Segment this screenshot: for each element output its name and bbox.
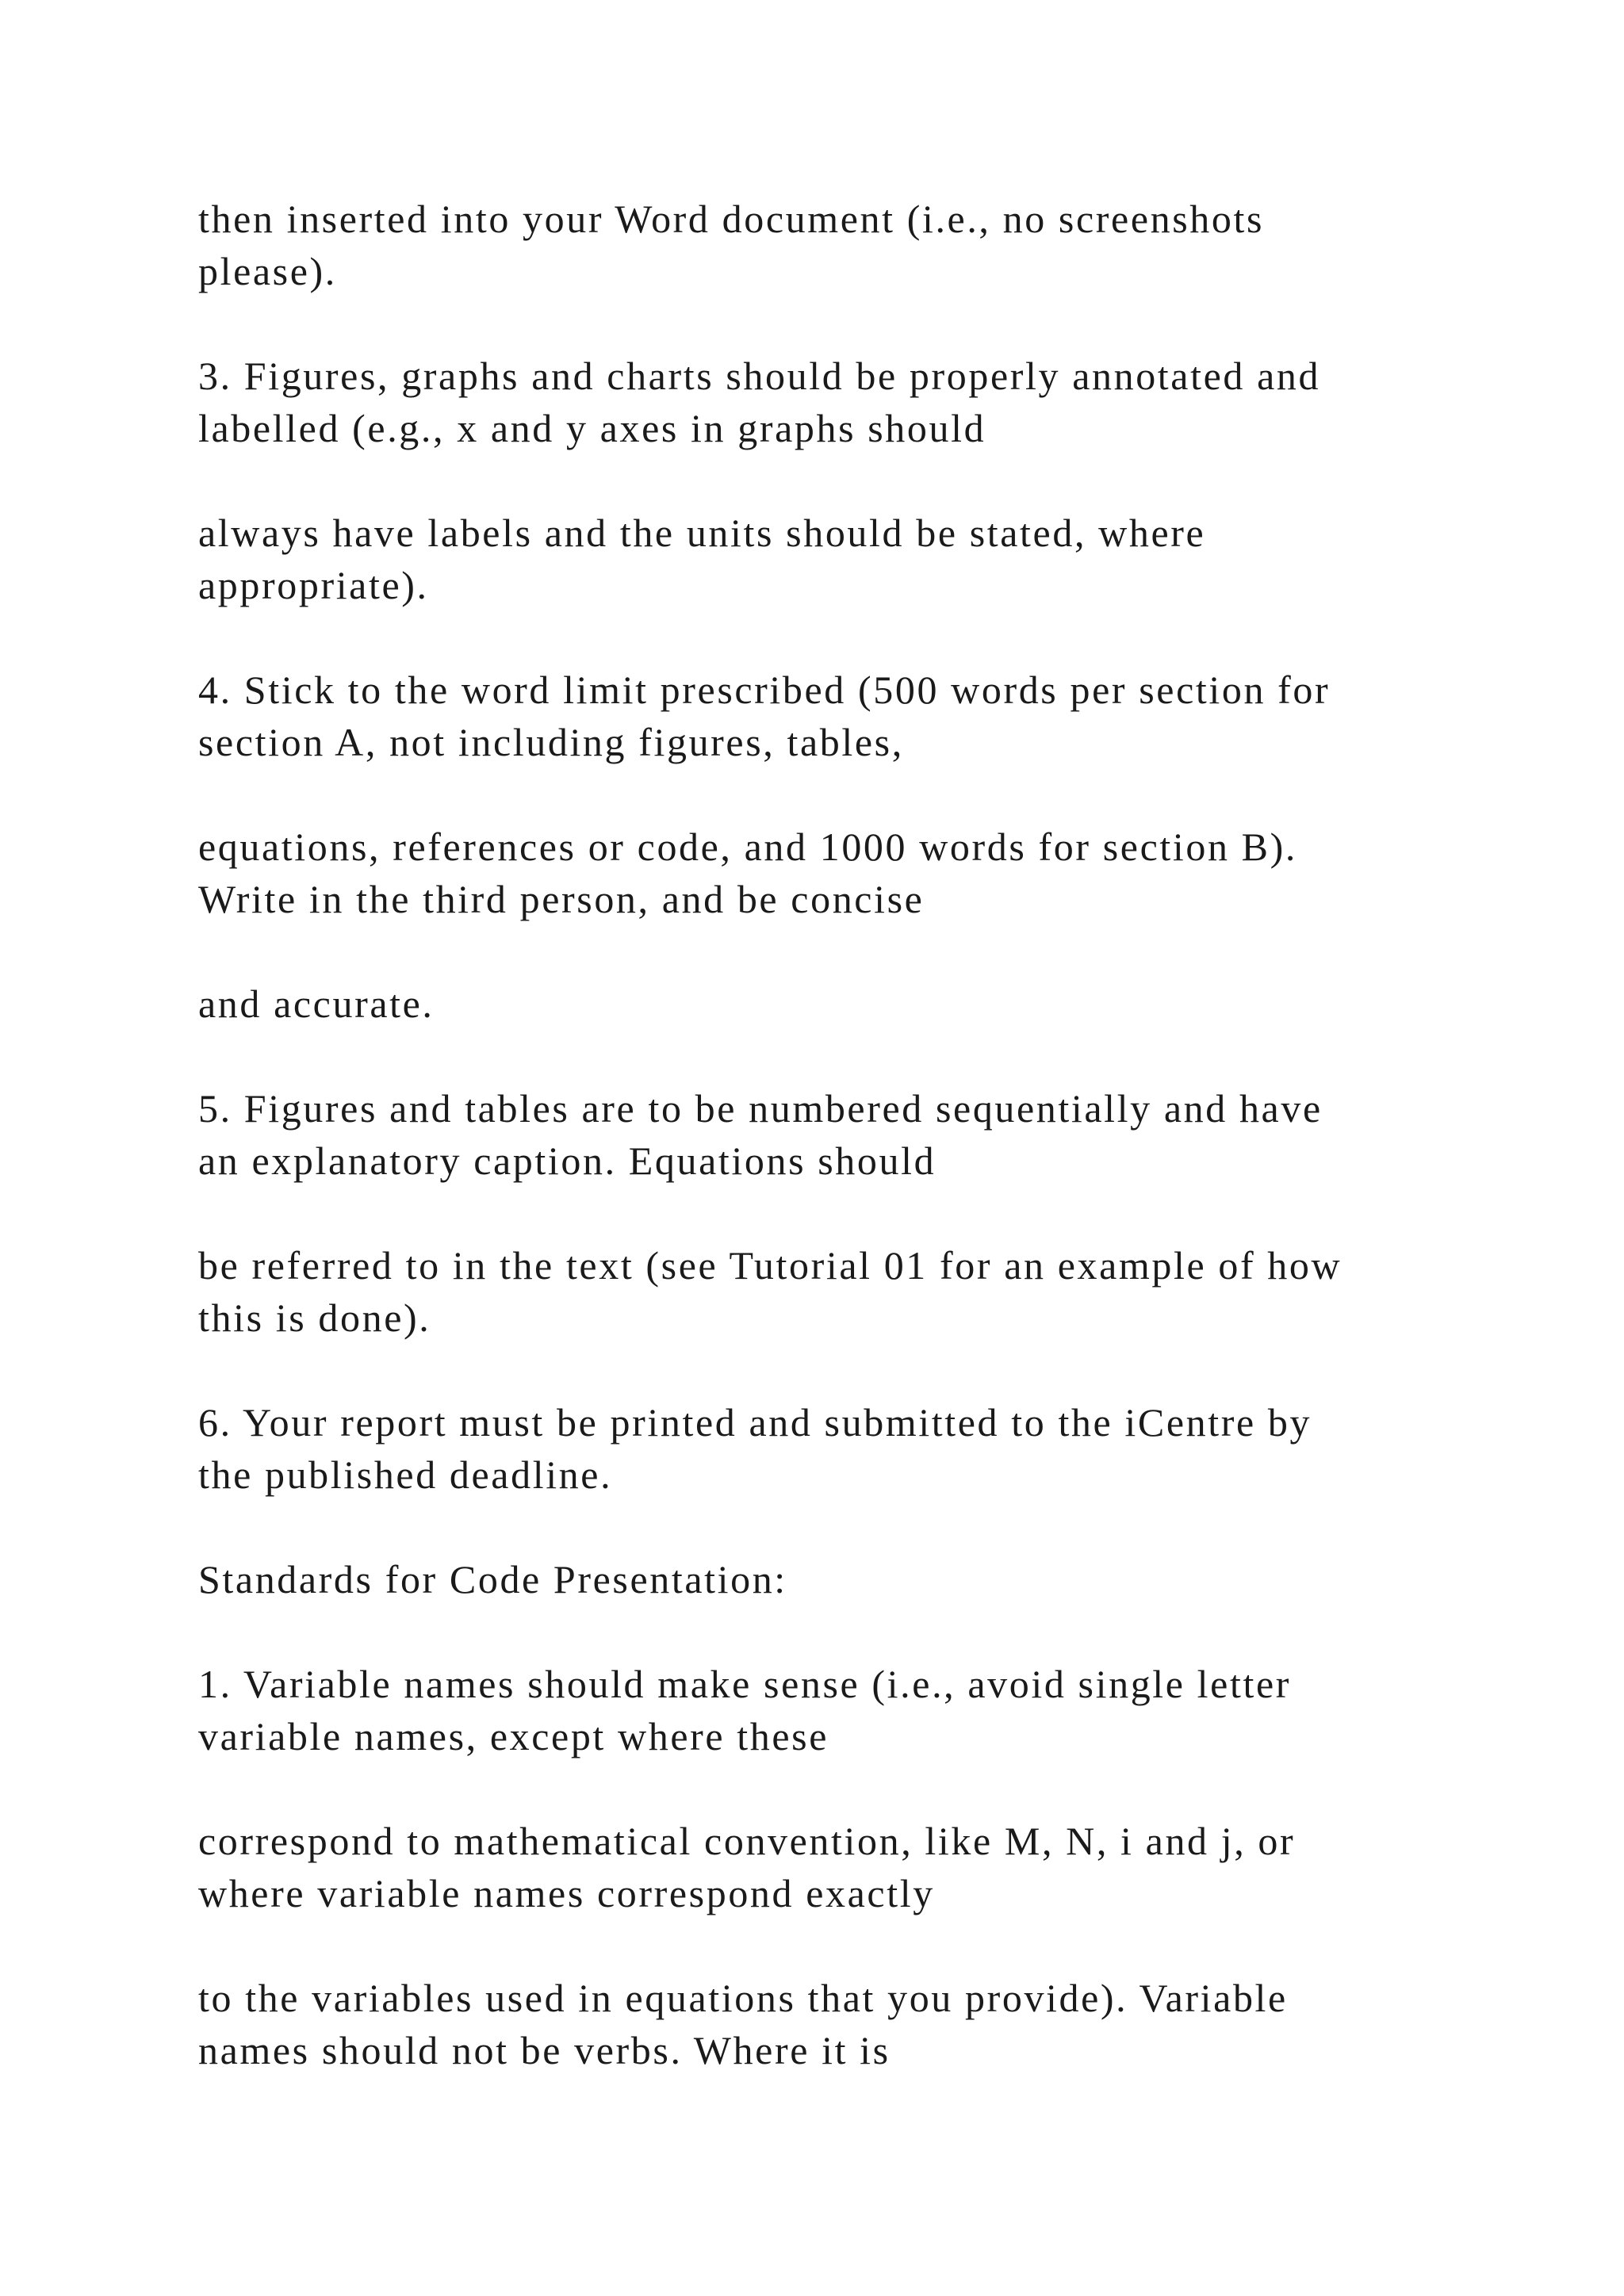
section-heading [198, 1553, 1499, 1605]
text-line: the published deadline. [198, 1452, 613, 1497]
text-line: to the variables used in equations that you provide). Variable [198, 1976, 1288, 2020]
text-line: be referred to in the text (see Tutorial 01 for an example of how [198, 1243, 1342, 1288]
text-line: 6. Your report must be printed and submitted to the iCentre by [198, 1400, 1312, 1445]
text-line: please). [198, 249, 337, 293]
document-body [198, 193, 1499, 2129]
text-line: appropriate). [198, 563, 429, 607]
text-line: names should not be verbs. Where it is [198, 2028, 891, 2072]
text-line: labelled (e.g., x and y axes in graphs should [198, 406, 986, 450]
paragraph [198, 1658, 1499, 1762]
text-line: always have labels and the units should be stated, where [198, 511, 1206, 555]
text-line: 4. Stick to the word limit prescribed (500 words per section for [198, 668, 1331, 712]
paragraph [198, 1396, 1499, 1501]
text-line: Standards for Code Presentation: [198, 1557, 787, 1601]
text-line: section A, not including figures, tables, [198, 720, 904, 764]
text-line: 3. Figures, graphs and charts should be properly annotated and [198, 354, 1321, 398]
paragraph [198, 1082, 1499, 1187]
text-line: equations, references or code, and 1000 words for section B). [198, 825, 1297, 869]
paragraph [198, 507, 1499, 611]
text-line: 5. Figures and tables are to be numbered sequentially and have [198, 1086, 1323, 1131]
paragraph [198, 1815, 1499, 1919]
text-line: variable names, except where these [198, 1714, 829, 1758]
paragraph [198, 1239, 1499, 1344]
text-line: Write in the third person, and be concise [198, 877, 925, 921]
paragraph [198, 193, 1499, 297]
text-line: correspond to mathematical convention, like M, N, i and j, or [198, 1819, 1296, 1863]
paragraph [198, 350, 1499, 454]
paragraph [198, 1972, 1499, 2076]
paragraph [198, 664, 1499, 768]
text-line: and accurate. [198, 982, 435, 1026]
text-line: an explanatory caption. Equations should [198, 1138, 936, 1183]
text-line: then inserted into your Word document (i.e., no screenshots [198, 197, 1265, 241]
text-line: this is done). [198, 1295, 431, 1340]
text-line: 1. Variable names should make sense (i.e., avoid single letter [198, 1662, 1291, 1706]
paragraph [198, 978, 1499, 1030]
text-line: where variable names correspond exactly [198, 1871, 935, 1915]
paragraph [198, 821, 1499, 925]
